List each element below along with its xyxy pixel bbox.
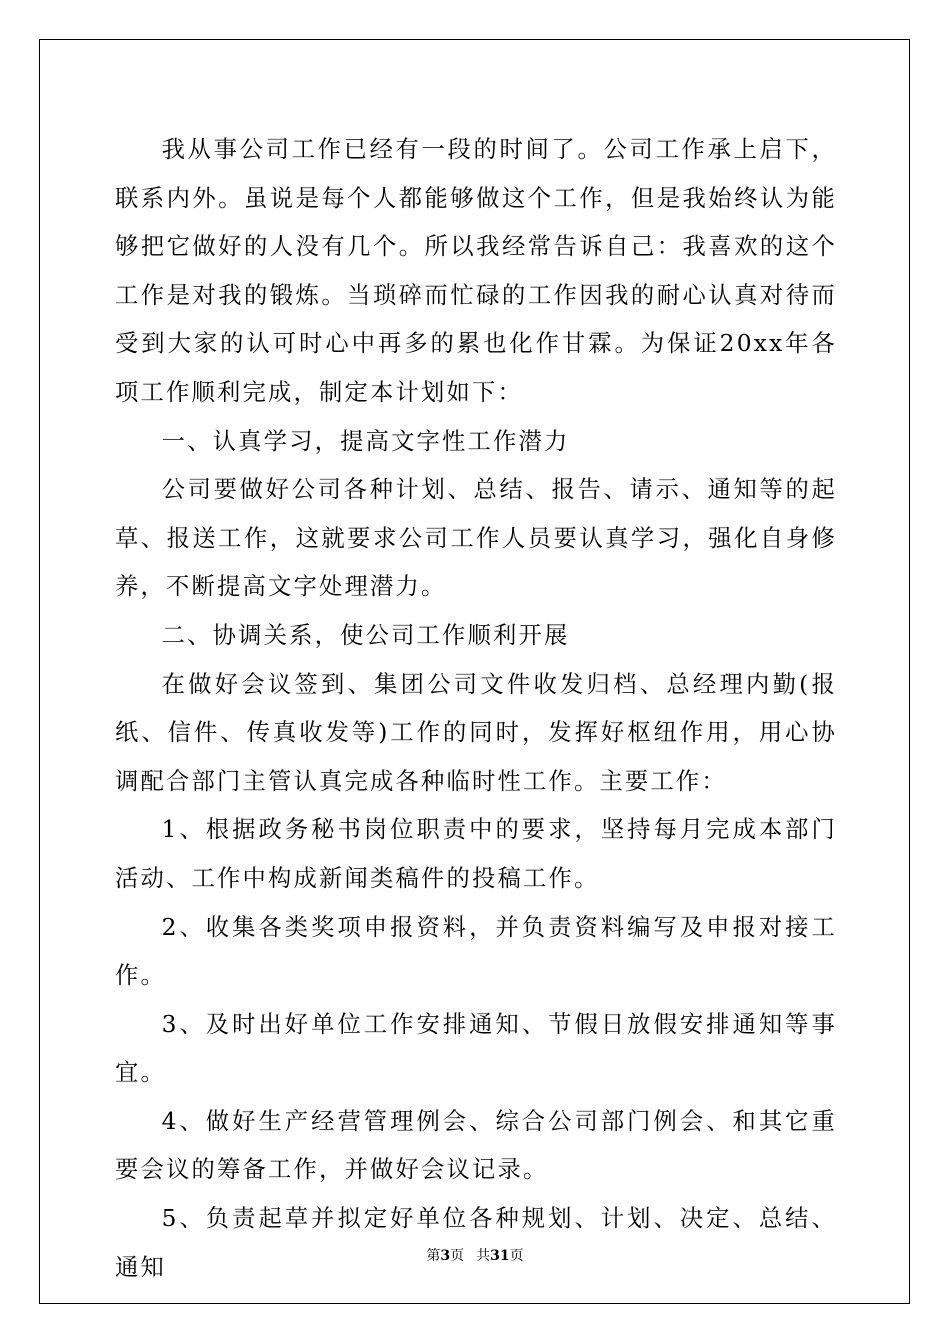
- document-body: [115, 126, 837, 1292]
- list-item-4: 4、做好生产经营管理例会、综合公司部门例会、和其它重要会议的筹备工作，并做好会议记录。: [115, 1107, 837, 1184]
- page-suffix: 页: [450, 1248, 465, 1264]
- paragraph-section-1: 公司要做好公司各种计划、总结、报告、请示、通知等的起草、报送工作，这就要求公司工作人员要认真学习，强化自身修养，不断提高文字处理潜力。: [115, 476, 837, 601]
- total-pages: 31: [490, 1248, 510, 1264]
- page-prefix: 第: [426, 1248, 441, 1264]
- paragraph-section-2: 在做好会议签到、集团公司文件收发归档、总经理内勤(报纸、信件、传真收发等)工作的同时，发挥好枢纽作用，用心协调配合部门主管认真完成各种临时性工作。主要工作：: [115, 670, 837, 795]
- heading-section-1: 一、认真学习，提高文字性工作潜力: [161, 427, 570, 455]
- paragraph-intro: 我从事公司工作已经有一段的时间了。公司工作承上启下，联系内外。虽说是每个人都能够做这个工作，但是我始终认为能够把它做好的人没有几个。所以我经常告诉自己：我喜欢的这个工作是对我的锻炼。当琐碎而忙碌的工作因我的耐心认真对待而受到大家的认可时心中再多的累也化作甘霖。为保证20xx年各项工作顺利完成，制定本计划如下：: [115, 136, 837, 406]
- list-item-3: 3、及时出好单位工作安排通知、节假日放假安排通知等事宜。: [115, 1010, 837, 1087]
- page-footer: [0, 1245, 950, 1265]
- heading-section-2: 二、协调关系，使公司工作顺利开展: [161, 621, 570, 649]
- list-item-1: 1、根据政务秘书岗位职责中的要求，坚持每月完成本部门活动、工作中构成新闻类稿件的投稿工作。: [115, 816, 837, 892]
- list-item-2: 2、收集各类奖项申报资料，并负责资料编写及申报对接工作。: [115, 913, 837, 990]
- list-item-5: 5、负责起草并拟定好单位各种规划、计划、决定、总结、通知: [115, 1205, 837, 1281]
- page-number: 3: [440, 1248, 451, 1264]
- total-prefix: 共: [476, 1248, 491, 1264]
- total-suffix: 页: [509, 1248, 524, 1264]
